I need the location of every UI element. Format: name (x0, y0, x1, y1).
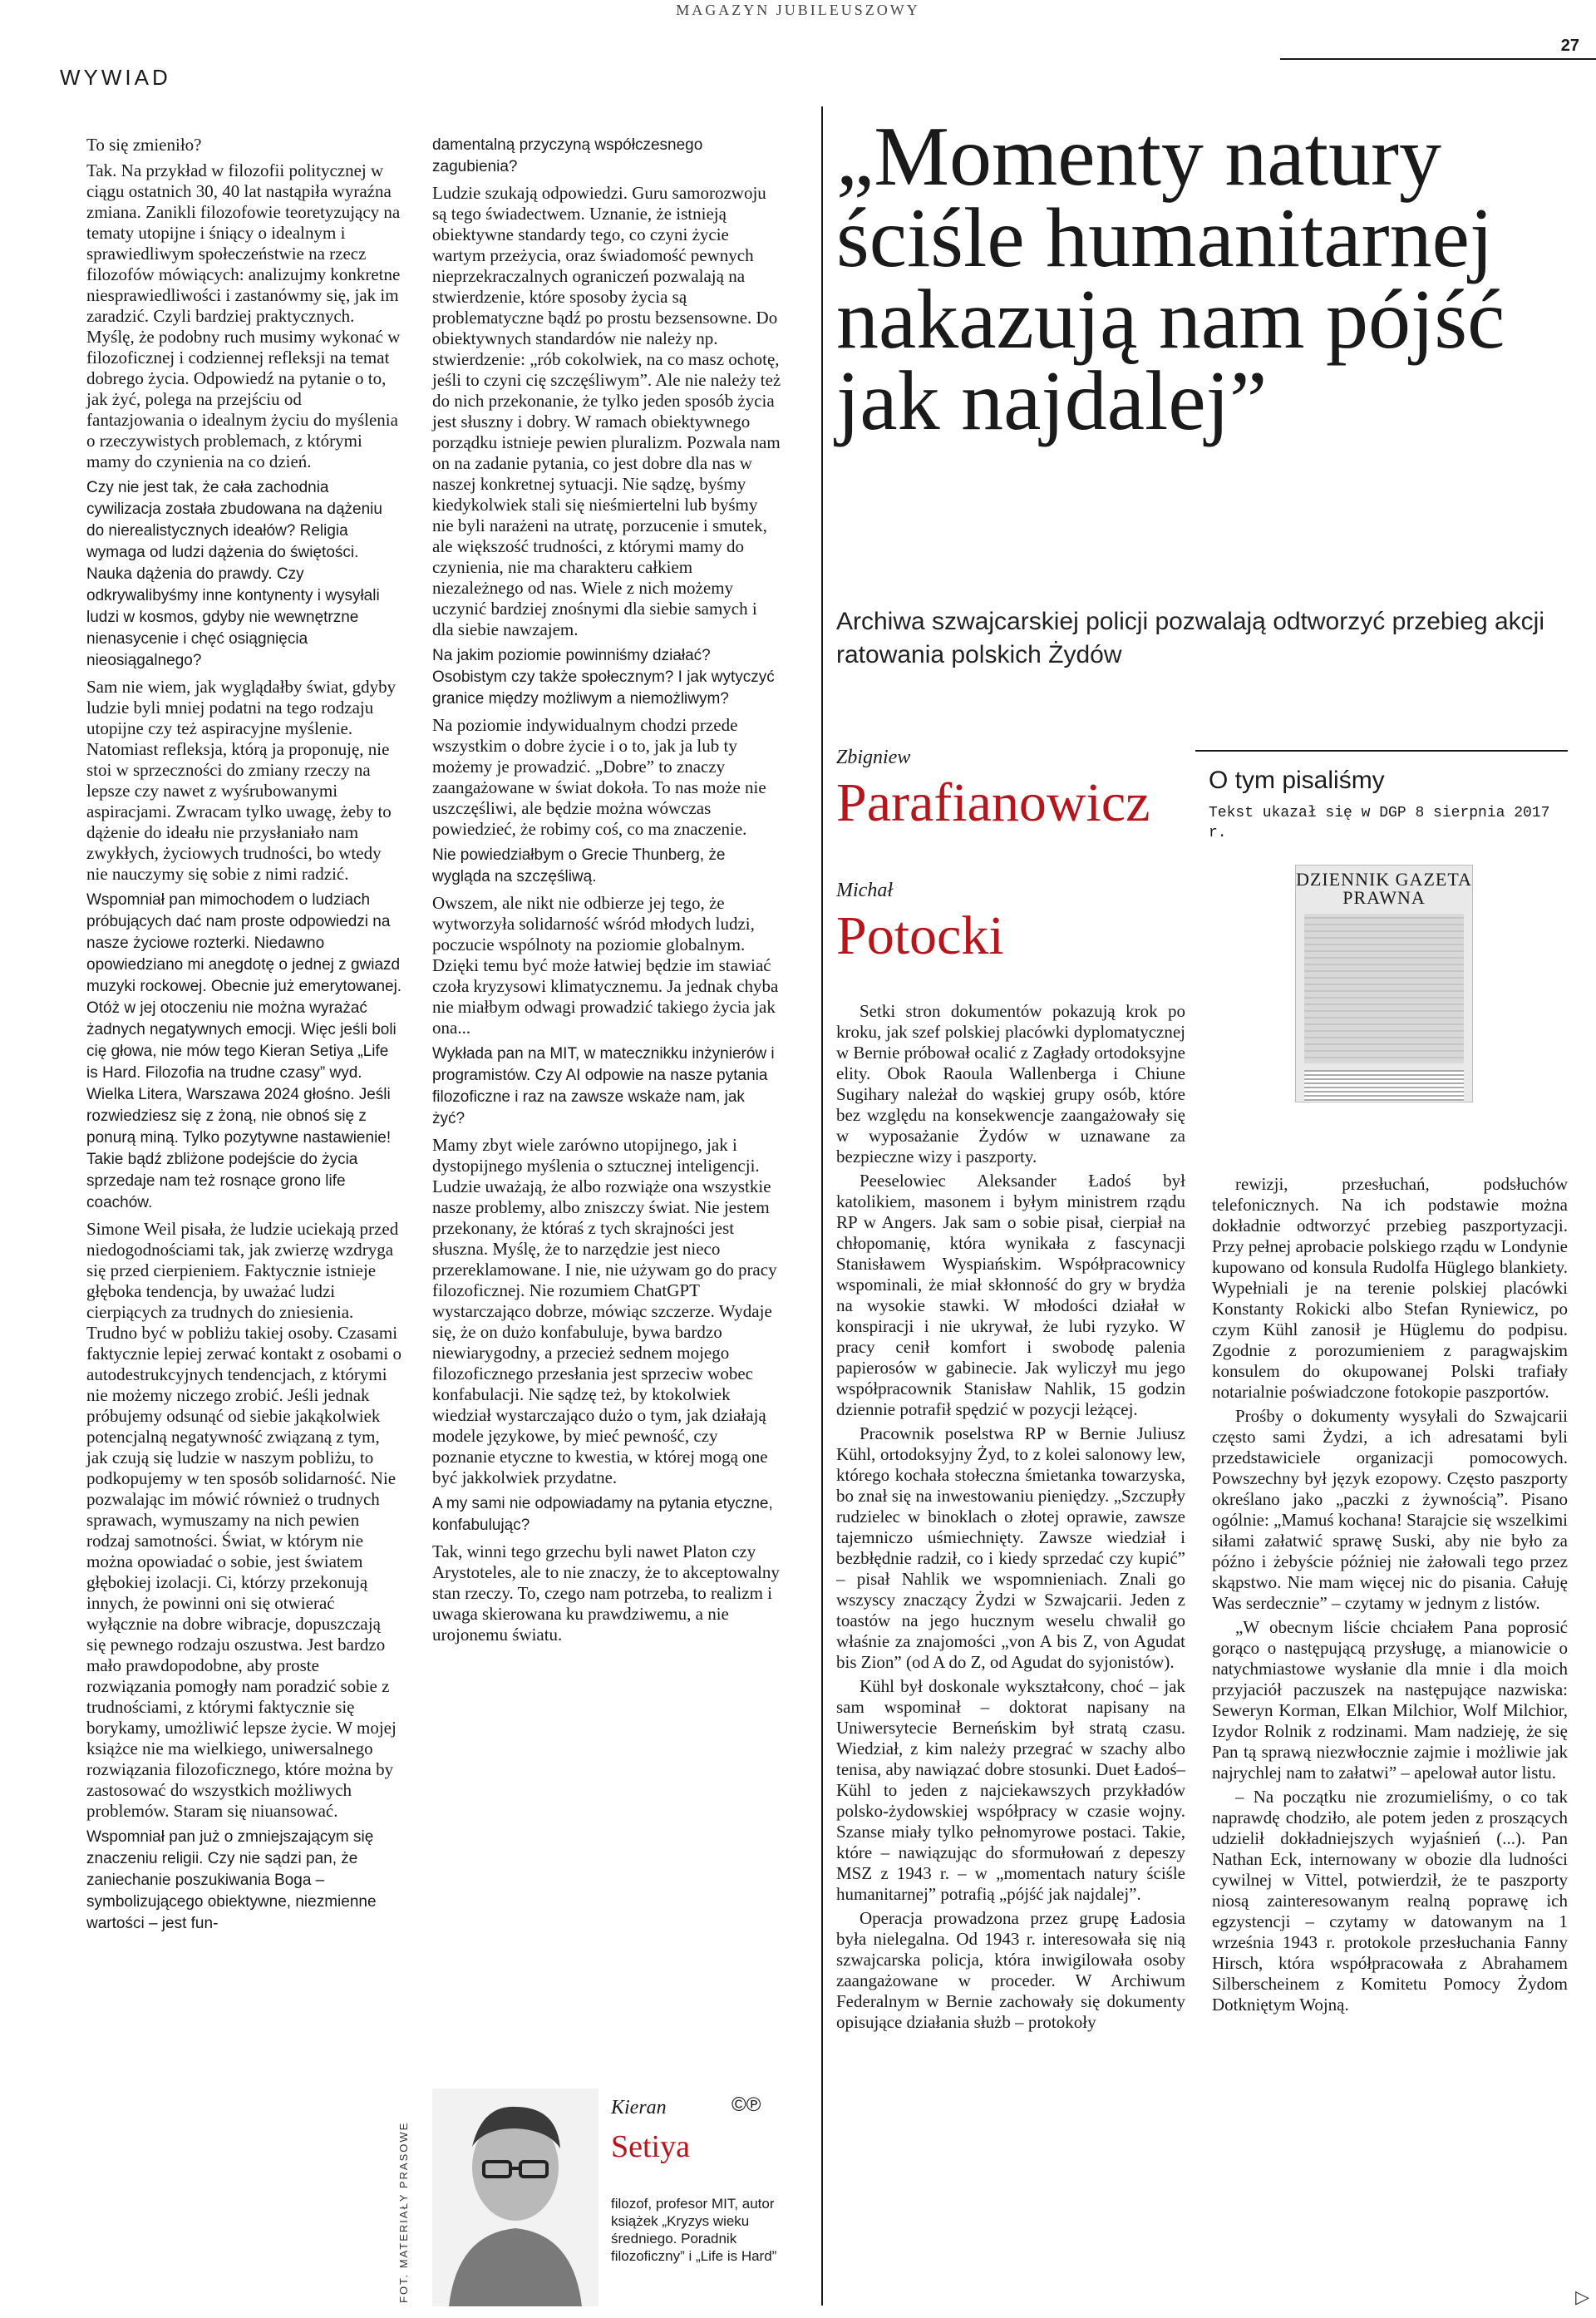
masthead: MAGAZYN JUBILEUSZOWY (676, 2, 920, 18)
paragraph: Operacja prowadzona przez grupę Ładosia była nielegalna. Od 1943 r. interesowała się nią szwajcarska policja, która inwigilowała osoby zaangażowane w proceder. W Archiwum Federalnym w Bernie zachowały się dokumenty opisujące działania służb – protokoły (836, 1908, 1185, 2032)
interview-column-2 (432, 135, 781, 1650)
paragraph: Prośby o dokumenty wysyłali do Szwajcarii często sami Żydzi, a ich adresatami byli przedstawiciele organizacji pomocowych. Powszechny był język ezopowy. Często paszporty określano jako „paczki z żywnością”. Pisano ogólnie: „Mamuś kochana! Starajcie się wszelkimi siłami załatwić sprawę Suski, aby nie było za późno i żebyście później nie żałowali tego przez skąpstwo. Nie mam więcej nic do pisania. Całuję Was serdecznie” – czytamy w jednym z listów. (1212, 1406, 1568, 1613)
author-2-first-name: Michał (836, 880, 893, 901)
interview-question: Wspomniał pan mimochodem o ludziach próbujących dać nam proste odpowiedzi na nasze życiowe rozterki. Niedawno opowiedziano mi anegdotę o jednej z gwiazd muzyki rockowej. Obecnie już emerytowanej. Otóż w jej otoczeniu nie można wyrażać żadnych negatywnych emocji. Więc jeśli boli cię głowa, nie mów tego Kieran Setiya „Life is Hard. Filozofia na trudne czasy” wyd. Wielka Litera, Warszawa 2024 głośno. Jeśli rozwiedziesz się z żoną, nie obnoś się z ponurą miną. Tylko pozytywne nastawienie! Takie bądź zbliżone podejście do życia sprzedaje nam też rosnące grono life coachów. (86, 891, 402, 1211)
cover-text-lines (1304, 1070, 1464, 1102)
feature-column-1 (836, 1001, 1185, 2036)
feature-headline: „Momenty natury ściśle humanitarnej nakazują nam pójść jak najdalej” (836, 110, 1505, 448)
author-1-first-name: Zbigniew (836, 747, 911, 768)
newspaper-cover-thumbnail (1295, 865, 1473, 1102)
interview-question: Na jakim poziomie powinniśmy działać? Osobistym czy także społecznym? I jak wytyczyć granice między możliwym a niemożliwym? (432, 647, 775, 708)
paragraph: „W obecnym liście chciałem Pana poprosić gorąco o następującą przysługę, a mianowicie o natychmiastowe wysłanie dla mnie i dla moich przyjaciół paczuszek na następujące nazwiska: Seweryn Korman, Elkan Milchior, Wolf Milchior, Izydor Rolnik z rodzinami. Mam nadzieję, że się Pan tą sprawą niezwłocznie zajmie i możliwie jak najrychlej nam to załatwi” – apelował autor listu. (1212, 1617, 1568, 1783)
paragraph: Pracownik poselstwa RP w Bernie Juliusz Kühl, ortodoksyjny Żyd, to z kolei salonowy lew, którego kochała stołeczna śmietanka towarzyska, bo znał się na inwestowaniu pieniędzy. „Szczupły rudzielec w binoklach o złotej oprawie, zawsze tajemniczo uśmiechnięty. Zawsze wiedział i bezbłędnie radził, co i kiedy sprzedać czy kupić” – pisał Nahlik we wspomnieniach. Znali go wszyscy znaczący Żydzi w Szwajcarii. Jeden z toastów na jego hucznym weselu chwalił go właśnie za znajomości „von A bis Z, von Agudat bis Zion” (od A do Z, od Agudat do syjonistów). (836, 1423, 1185, 1672)
portrait-photo (432, 2089, 598, 2306)
paragraph: Owszem, ale nikt nie odbierze jej tego, że wytworzyła solidarność wśród młodych ludzi, poczucie wspólnoty na poziomie globalnym. Dzięki temu być może łatwiej będzie im stawiać czoła kryzysowi klimatycznemu. Ja jednak chyba nie miałbym odwagi prowadzić takiego życia jak ona... (432, 893, 779, 1038)
paragraph: Sam nie wiem, jak wyglądałby świat, gdyby ludzie byli mniej podatni na tego rodzaju utopijne czy też aspiracyjne myślenie. Natomiast refleksja, którą ja proponuję, nie stoi w sprzeczności do zmiany rzeczy na lepsze czy nawet z wyśrubowanymi aspiracjami. Zwracam tylko uwagę, żeby to dążenie do ideału nie przysłaniało nam zwykłych, życiowych trudności, bo wtedy nie nauczymy się sobie z nimi radzić. (86, 677, 397, 884)
paragraph: Tak. Na przykład w filozofii politycznej w ciągu ostatnich 30, 40 lat nastąpiła wyraźna zmiana. Zanikli filozofowie teoretyzujący na tematy utopijne i śniący o idealnym i sprawiedliwym społeczeństwie na rzecz filozofów mówiących: analizujmy konkretne niesprawiedliwości i zastanówmy się, jak im zaradzić. Czyli bardziej praktycznych. Myślę, że podobny ruch musimy wykonać w filozoficznej i codziennej refleksji na temat dobrego życia. Odpowiedź na pytanie o to, jak żyć, polega na przejściu od fantazjowania o idealnym życiu do myślenia o rzeczywistych problemach, z którymi mamy do czynienia na co dzień. (86, 160, 401, 471)
paragraph: Setki stron dokumentów pokazują krok po kroku, jak szef polskiej placówki dyplomatycznej w Bernie próbował ocalić z Zagłady ortodoksyjne elity. Obok Raoula Wallenberga i Chiune Sugihary należał do wąskiej grupy osób, które bez względu na konsekwencje zaangażowały się w wyposażanie Żydów w uznawane za bezpieczne wizy i paszporty. (836, 1001, 1185, 1166)
interviewee-last-name: Setiya (611, 2129, 690, 2164)
interview-question: damentalną przyczyną współczesnego zagubienia? (432, 136, 703, 175)
paragraph: Mamy zbyt wiele zarówno utopijnego, jak i dystopijnego myślenia o sztucznej inteligencji. Ludzie uważają, że albo rozwiąże ona wszystkie nasze problemy, albo zniszczy świat. Nie jestem przekonany, że któraś z tych skrajności jest słuszna. Myślę, że to narzędzie jest nieco przereklamowane. I nie, nie używam go do pracy filozoficznej. Nie rozumiem ChatGPT wystarczająco dobrze, mówiąc szczerze. Wydaje się, że on dużo konfabuluje, bywa bardzo niewiarygodny, a przecież sednem mojego filozoficznego przesłania jest sprzeciw wobec konfabulacji. Nie sądzę też, by ktokolwiek wiedział wystarczająco dużo o tym, jak działają modele językowe, by mieć pewność, czy poznanie etyczne to kwestia, w której mogą one być jakkolwiek przydatne. (432, 1135, 777, 1487)
interview-question: Wspomniał pan już o zmniejszającym się znaczeniu religii. Czy nie sądzi pan, że zaniechanie poszukiwania Boga – symbolizującego obiektywne, niezmienne wartości – jest fun- (86, 1828, 377, 1932)
author-2-last-name: Potocki (836, 905, 1004, 966)
archive-box-text: Tekst ukazał się w DGP 8 sierpnia 2017 r. (1209, 805, 1550, 841)
interview-question: A my sami nie odpowiadamy na pytania etyczne, konfabulując? (432, 1495, 773, 1534)
paragraph: Ludzie szukają odpowiedzi. Guru samorozwoju są tego świadectwem. Uznanie, że istnieją obiektywne standardy tego, co czyni życie wartym przeżycia, oraz świadomość pewnych nieprzekraczalnych ograniczeń pozwalają na stwierdzenie, które sposoby życia są problematyczne bądź po prostu bezsensowne. Do obiektywnych standardów nie należy np. stwierdzenie: „rób cokolwiek, na co masz ochotę, jeśli to czyni cię szczęśliwym”. Ale nie należy też do nich przekonanie, że tylko jeden sposób życia jest słuszny i dobry. W ramach obiektywnego porządku istnieje pewien pluralizm. Pozwala nam on na zadanie pytania, co jest dobre dla nas w naszej konkretnej sytuacji. Nie sądzę, byśmy kiedykolwiek stali się nieśmiertelni lub byśmy nie byli narażeni na utratę, porzucenie i smutek, ale większość trudności, z którymi mamy do czynienia, nie ma charakteru całkiem niezależnego od nas. Wiele z nich możemy uczynić bardziej znośnymi dla siebie samych i dla siebie nawzajem. (432, 183, 781, 639)
next-page-arrow-icon[interactable]: ▷ (1575, 2286, 1589, 2307)
cover-title: DZIENNIK GAZETA PRAWNA (1296, 869, 1472, 908)
paragraph: To się zmieniło? (86, 135, 202, 155)
interview-question: Czy nie jest tak, że cała zachodnia cywilizacja została zbudowana na dążeniu do nierealistycznych ideałów? Religia wymaga od ludzi dążenia do świętości. Nauka dążenia do prawdy. Czy odkrywalibyśmy inne kontynenty i wysyłali ludzi w kosmos, gdyby nie wewnętrzne nienasycenie i chęć osiągnięcia nieosiągalnego? (86, 479, 382, 669)
author-1-last-name: Parafianowicz (836, 772, 1150, 833)
cover-image (1304, 914, 1464, 1063)
paragraph: Na poziomie indywidualnym chodzi przede wszystkim o dobre życie i o to, jak ja lub ty możemy je prowadzić. „Dobre” to znaczy zaangażowane w świat dokoła. To nas może nie uszczęśliwi, ale będzie można wówczas powiedzieć, że robimy coś, co ma znaczenie. (432, 715, 766, 839)
feature-lead: Archiwa szwajcarskiej policji pozwalają odtworzyć przebieg akcji ratowania polskich Żydów (836, 608, 1544, 668)
interview-question: Nie powiedziałbym o Grecie Thunberg, że wygląda na szczęśliwą. (432, 846, 726, 885)
interview-question: Wykłada pan na MIT, w matecznikku inżynierów i programistów. Czy AI odpowie na nasze pytania filozoficzne i raz na zawsze wskaże nam, jak żyć? (432, 1045, 775, 1127)
archive-box-rule (1195, 750, 1568, 752)
paragraph: Tak, winni tego grzechu byli nawet Platon czy Arystoteles, ale to nie znaczy, że to akceptowalny stan rzeczy. To, czego nam potrzeba, to realizm i uwaga skierowana ku prawdziwemu, a nie urojonemu światu. (432, 1541, 780, 1645)
archive-box-title: O tym pisaliśmy (1209, 767, 1385, 794)
paragraph: Simone Weil pisała, że ludzie uciekają przed niedogodnościami tak, jak zwierzę wzdryga się przed cierpieniem. Faktycznie istnieje głęboka tendencja, by uważać ludzi cierpiących za trudnych do zniesienia. Trudno być w pobliżu takiej osoby. Czasami faktycznie lepiej zerwać kontakt z osobami o autodestrukcyjnych tendencjach, z którymi nie możemy niczego zrobić. Jeśli jednak próbujemy odsunąć od siebie jakąkolwiek potencjalną negatywność związaną z tym, jak czują się ludzie w naszym pobliżu, to podkopujemy w ten sposób solidarność. Nie pozwalając im mówić również o trudnych sprawach, wymuszamy na nich pewien rodzaj samotności. Świat, w którym nie można opowiadać o sobie, jest światem głębokiej izolacji. Ci, którzy przekonują innych, że powinni oni się otwierać wyłącznie na dobre wibracje, dopuszczają się pewnego rodzaju oszustwa. Jest bardzo mało prawdopodobne, aby proste rozwiązania pomogły nam poradzić sobie z trudnościami, z którymi faktycznie się borykamy, umożliwić lepsze życie. W mojej książce nie ma wielkiego, uniwersalnego rozwiązania filozoficznego, które można by zastosować do wszystkich możliwych problemów. Staram się niuansować. (86, 1219, 402, 1821)
end-signature: ©℗ (732, 2094, 761, 2116)
paragraph: Peeselowiec Aleksander Ładoś był katolikiem, masonem i byłym ministrem rządu RP w Angers. Jak sam o sobie pisał, cierpiał na chłopomanię, która wynikała z fascynacji Stanisławem Wyspiańskim. Współpracownicy wspominali, że miał skłonność do gry w brydża na wysokie stawki. W młodości działał w konspiracji i nie ukrywał, że lubi ryzyko. W pracy cenił komfort i swobodę palenia papierosów w gabinecie. Jak wyliczył mu jego współpracownik Stanisław Nahlik, 15 godzin dziennie potrafił spędzić w pozycji leżącej. (836, 1171, 1185, 1419)
paragraph: – Na początku nie zrozumieliśmy, o co tak naprawdę chodziło, ale potem jeden z proszących udzielił dokładniejszych wyjaśnień (...). Pan Nathan Eck, internowany w obozie dla ludności cywilnej w Vittel, potwierdził, że te paszporty niosą zainteresowanym realną poprawę ich egzystencji – czytamy w datowanym na 1 września 1943 r. protokole przesłuchania Fanny Hirsch, która współpracowała z Abrahamem Silberscheinem z Komitetu Pomocy Żydom Dotkniętym Wojną. (1212, 1787, 1568, 2015)
interviewee-bio: filozof, profesor MIT, autor książek „Kryzys wieku średniego. Poradnik filozoficzny” i „Life is Hard” (611, 2196, 777, 2264)
interview-column-1 (86, 135, 402, 1940)
top-rule (1280, 58, 1596, 60)
paragraph: Kühl był doskonale wykształcony, choć – jak sam wspominał – doktorat napisany na Uniwersytecie Berneńskim był stratą czasu. Wiedział, z kim należy przegrać w szachy albo tenisa, aby nawiązać dobre stosunki. Duet Ładoś–Kühl to jeden z najciekawszych przykładów polsko-żydowskiej współpracy w czasie wojny. Szanse miały tylko pełnomyrowe postaci. Takie, które – nawiązując do sformułowań z depeszy MSZ z 1943 r. – w „momentach natury ściśle humanitarnej” potrafią „pójść jak najdalej”. (836, 1676, 1185, 1904)
column-divider (821, 106, 823, 2306)
section-label: WYWIAD (60, 65, 171, 90)
interviewee-first-name: Kieran (611, 2097, 667, 2118)
photo-credit: FOT. MATERIAŁY PRASOWE (397, 2121, 410, 2303)
feature-column-2 (1212, 1174, 1568, 2019)
paragraph: rewizji, przesłuchań, podsłuchów telefonicznych. Na ich podstawie można dokładnie odtworzyć przebieg paszportyzacji. Przy pełnej aprobacie polskiego rządu w Londynie kupowano od konsula Rudolfa Hüglego blankiety. Wypełniali je na terenie polskiej placówki Konstanty Rokicki albo Stefan Ryniewicz, po czym Kühl zanosił je Hüglemu do podpisu. Zgodnie z porozumieniem z paragwajskim konsulem do okupowanej Polski trafiały notarialnie poświadczone fotokopie paszportów. (1212, 1174, 1568, 1402)
archive-box (1195, 750, 1568, 843)
page-number: 27 (1560, 37, 1579, 55)
